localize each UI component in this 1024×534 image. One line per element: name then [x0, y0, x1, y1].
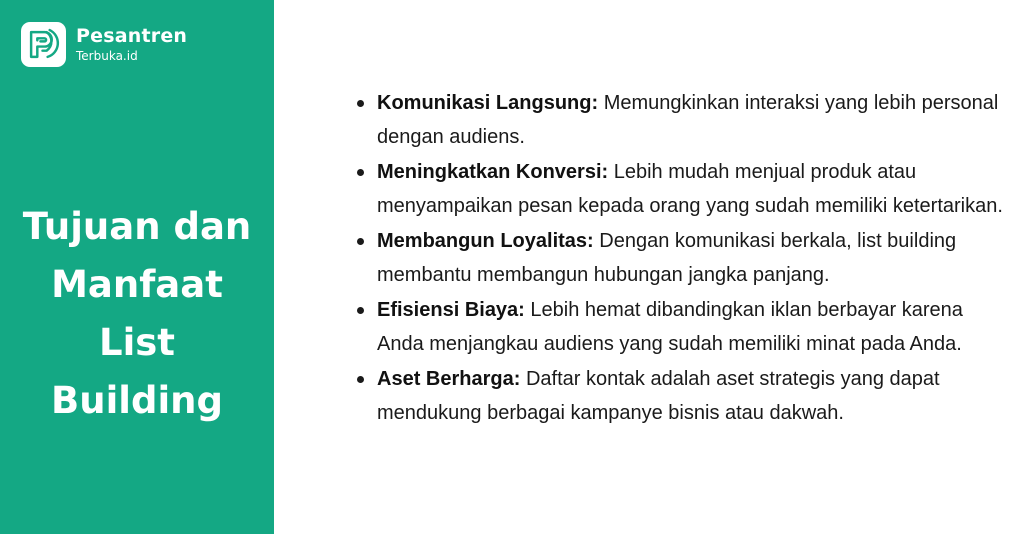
title-line: Building	[51, 379, 223, 422]
list-item	[356, 293, 1006, 361]
benefits-section	[356, 86, 1006, 431]
benefit-description: Daftar kontak adalah aset strategis yang dapat mendukung berbagai kampanye bisnis atau dakwah.	[377, 368, 940, 424]
brand-domain: Terbuka.id	[76, 49, 138, 63]
benefit-term: Efisiensi Biaya:	[377, 299, 525, 321]
benefit-term: Meningkatkan Konversi:	[377, 161, 609, 183]
benefit-description: Lebih mudah menjual produk atau menyampaikan pesan kepada orang yang sudah memiliki ketertarikan.	[377, 161, 1003, 217]
page-title	[0, 198, 274, 430]
benefit-term: Komunikasi Langsung:	[377, 92, 599, 114]
benefit-description: Memungkinkan interaksi yang lebih personal dengan audiens.	[377, 92, 999, 148]
list-item	[356, 362, 1006, 430]
benefit-description: Dengan komunikasi berkala, list building membantu membangun hubungan jangka panjang.	[377, 230, 957, 286]
brand-name: Pesantren	[76, 25, 188, 47]
title-line: List	[99, 321, 175, 364]
benefits-list	[356, 86, 1006, 430]
title-line: Manfaat	[51, 263, 223, 306]
list-item	[356, 155, 1006, 223]
title-line: Tujuan dan	[22, 205, 252, 248]
list-item	[356, 224, 1006, 292]
benefit-term: Aset Berharga:	[377, 368, 521, 390]
logo-icon	[21, 22, 66, 67]
benefit-term: Membangun Loyalitas:	[377, 230, 594, 252]
brand-logo	[21, 22, 187, 67]
benefit-description: Lebih hemat dibandingkan iklan berbayar karena Anda menjangkau audiens yang sudah memiliki minat pada Anda.	[377, 299, 963, 355]
list-item	[356, 86, 1006, 154]
sidebar-panel	[0, 0, 274, 534]
